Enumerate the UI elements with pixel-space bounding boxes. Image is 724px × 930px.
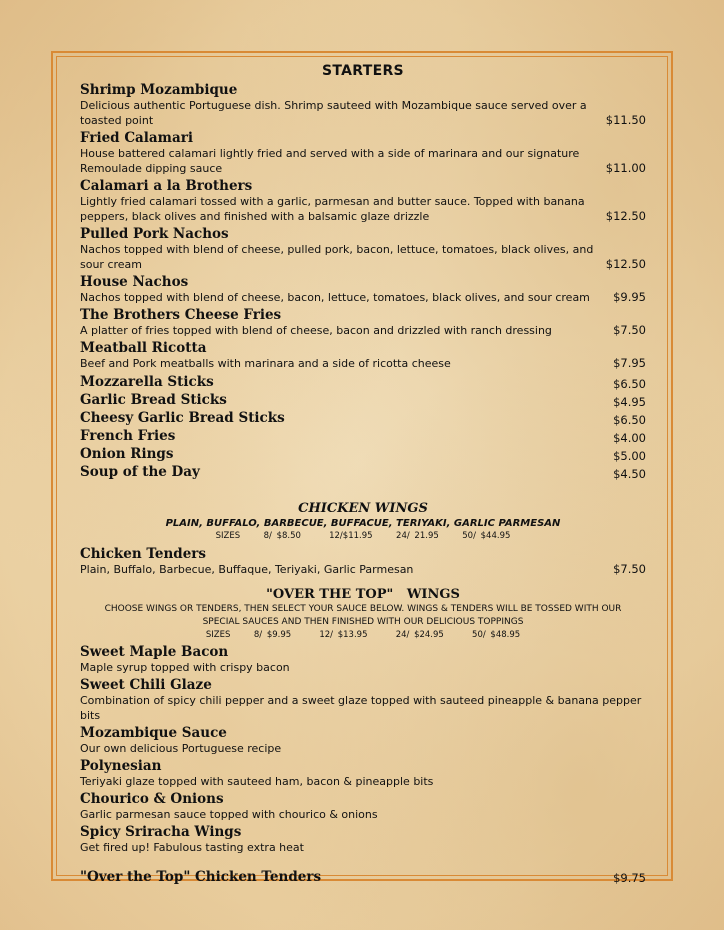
item-name: Calamari a la Brothers — [80, 178, 253, 194]
item-description: Teriyaki glaze topped with sauteed ham, bacon & pineapple bits — [80, 775, 434, 788]
item-name: French Fries — [80, 428, 176, 444]
item-price: $9.75 — [613, 871, 646, 885]
item-name: Onion Rings — [80, 446, 174, 462]
item-price: $6.50 — [613, 377, 646, 391]
item-price: $4.00 — [613, 431, 646, 445]
item-description: Delicious authentic Portuguese dish. Shrimp sauteed with Mozambique sauce served over a toasted point — [80, 99, 587, 127]
item-price: $6.50 — [613, 413, 646, 427]
item-price: $12.50 — [605, 257, 646, 271]
item-price: $7.50 — [613, 323, 646, 337]
menu-item — [80, 82, 646, 128]
item-name: Pulled Pork Nachos — [80, 226, 229, 242]
item-description: Maple syrup topped with crispy bacon — [80, 661, 290, 674]
item-name: Sweet Maple Bacon — [80, 644, 229, 660]
menu-item — [80, 274, 646, 305]
item-price: $4.95 — [613, 395, 646, 409]
menu-item — [80, 226, 646, 272]
item-description: Garlic parmesan sauce topped with chourico & onions — [80, 808, 378, 821]
item-description: Beef and Pork meatballs with marinara and a side of ricotta cheese — [80, 357, 451, 370]
menu-item — [80, 824, 646, 855]
item-name: Spicy Sriracha Wings — [80, 824, 242, 840]
item-name: Chourico & Onions — [80, 791, 224, 807]
item-name: Fried Calamari — [80, 130, 193, 146]
menu-item — [80, 178, 646, 224]
menu-item — [80, 409, 646, 427]
over-the-top-sizes: SIZES 8/ $9.95 12/ $13.95 24/ $24.95 50/ $48.95 — [205, 630, 521, 640]
simple-items — [80, 373, 646, 481]
item-price: $11.00 — [605, 161, 646, 175]
over-the-top-title: "OVER THE TOP" WINGS — [266, 587, 460, 602]
over-the-top-note: CHOOSE WINGS OR TENDERS, THEN SELECT YOUR SAUCE BELOW. WINGS & TENDERS WILL BE TOSSED WITH OUR — [104, 604, 622, 614]
item-price: $9.95 — [613, 290, 646, 304]
menu-item — [80, 869, 646, 885]
item-price: $11.50 — [605, 113, 646, 127]
menu-item — [80, 546, 646, 577]
item-name: House Nachos — [80, 274, 189, 290]
item-name: Mozzarella Sticks — [80, 374, 214, 390]
item-price: $5.00 — [613, 449, 646, 463]
item-price: $4.50 — [613, 467, 646, 481]
over-the-top-section — [80, 587, 646, 641]
item-name: "Over the Top" Chicken Tenders — [80, 869, 322, 885]
item-description: Our own delicious Portuguese recipe — [80, 742, 282, 755]
menu-item — [80, 130, 646, 176]
wings-title: CHICKEN WINGS — [298, 501, 428, 516]
item-name: The Brothers Cheese Fries — [80, 307, 282, 323]
item-description: Nachos topped with blend of cheese, bacon, lettuce, tomatoes, black olives, and sour cream — [80, 291, 590, 304]
item-price: $12.50 — [605, 209, 646, 223]
wings-sauces: PLAIN, BUFFALO, BARBECUE, BUFFACUE, TERIYAKI, GARLIC PARMESAN — [165, 518, 561, 529]
item-name: Shrimp Mozambique — [80, 82, 238, 98]
item-description: House battered calamari lightly fried and served with a side of marinara and our signature Remoulade dipping sauce — [80, 147, 580, 175]
item-name: Cheesy Garlic Bread Sticks — [80, 410, 285, 426]
menu-item — [80, 791, 646, 822]
item-description: A platter of fries topped with blend of cheese, bacon and drizzled with ranch dressing — [80, 324, 552, 337]
starters-title: STARTERS — [322, 63, 404, 79]
menu-content — [80, 60, 646, 885]
over-the-top-note: SPECIAL SAUCES AND THEN FINISHED WITH OUR DELICIOUS TOPPINGS — [202, 617, 524, 627]
menu-item — [80, 725, 646, 756]
menu-item — [80, 340, 646, 371]
item-name: Garlic Bread Sticks — [80, 392, 227, 408]
wings-section — [80, 501, 646, 542]
wings-sizes: SIZES 8/ $8.50 12/$11.95 24/ 21.95 50/ $44.95 — [215, 531, 511, 541]
item-name: Meatball Ricotta — [80, 340, 207, 356]
item-price: $7.50 — [613, 562, 646, 576]
menu-item — [80, 463, 646, 481]
menu-item — [80, 445, 646, 463]
menu-item — [80, 758, 646, 789]
item-description: Get fired up! Fabulous tasting extra heat — [80, 841, 304, 854]
item-name: Chicken Tenders — [80, 546, 207, 562]
menu-item — [80, 307, 646, 338]
menu-item — [80, 391, 646, 409]
item-description: Combination of spicy chili pepper and a sweet glaze topped with sauteed pineapple & banana pepper bits — [80, 694, 642, 722]
menu-item — [80, 373, 646, 391]
item-price: $7.95 — [613, 356, 646, 370]
item-description: Lightly fried calamari tossed with a garlic, parmesan and butter sauce. Topped with banana peppers, black olives and finished with a balsamic glaze drizzle — [80, 195, 585, 223]
item-name: Polynesian — [80, 758, 162, 774]
item-description: Plain, Buffalo, Barbecue, Buffaque, Teriyaki, Garlic Parmesan — [80, 563, 414, 576]
menu-item — [80, 644, 646, 675]
item-description: Nachos topped with blend of cheese, pulled pork, bacon, lettuce, tomatoes, black olives, and sour cream — [80, 243, 594, 271]
item-name: Mozambique Sauce — [80, 725, 227, 741]
item-name: Soup of the Day — [80, 464, 200, 480]
menu-item — [80, 677, 646, 723]
menu-item — [80, 427, 646, 445]
item-name: Sweet Chili Glaze — [80, 677, 212, 693]
